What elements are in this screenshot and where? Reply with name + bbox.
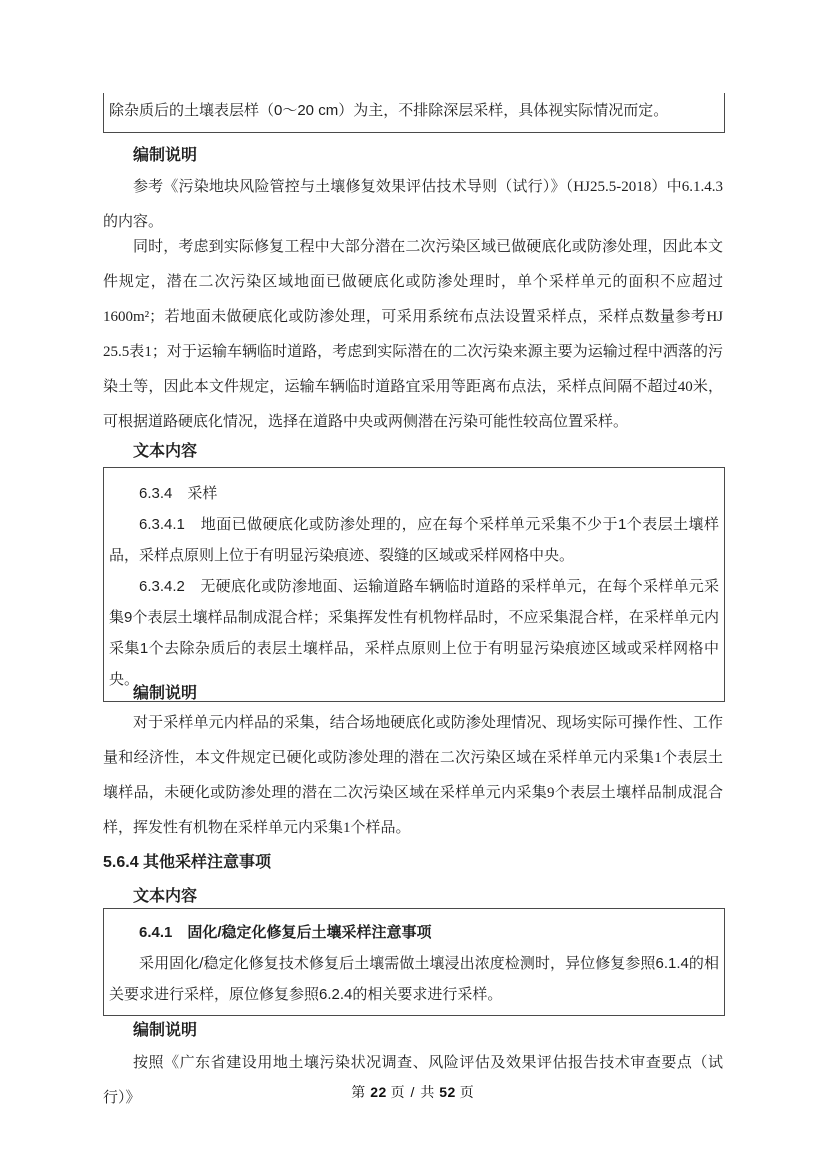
text-content-label: 文本内容 [133,443,198,460]
note-section-label: 编制说明 [133,685,198,702]
footer-separator: 页 / 共 [390,1084,436,1100]
note-section-label: 编制说明 [133,1022,198,1039]
quoted-clause: 采用固化/稳定化修复技术修复后土壤需做土壤浸出浓度检测时，异位修复参照6.1.4的相关要求进行采样，原位修复参照6.2.4的相关要求进行采样。 [109,955,719,1003]
text-content-label: 文本内容 [133,888,198,905]
footer-current-page: 22 [370,1084,387,1100]
section-heading: 5.6.4 其他采样注意事项 [103,854,272,871]
footer-total-pages: 52 [439,1084,456,1100]
quoted-clause: 6.3.4.1 地面已做硬底化或防渗处理的，应在每个采样单元采集不少于1个表层土壤样品，采样点原则上位于有明显污染痕迹、裂缝的区域或采样网格中央。 [109,516,719,564]
quoted-clause: 6.3.4.2 无硬底化或防渗地面、运输道路车辆临时道路的采样单元，在每个采样单元采集9个表层土壤样品制成混合样；采集挥发性有机物样品时，不应采集混合样，在采样单元内采集1个去除杂质后的表层土壤样品，采样点原则上位于有明显污染痕迹区域或采样网格中央。 [109,578,719,688]
note-section-label: 编制说明 [133,147,198,164]
quoted-text-box [103,908,725,1016]
quoted-text-box-continuation [103,93,725,133]
note-paragraph: 对于采样单元内样品的采集，结合场地硬底化或防渗处理情况、现场实际可操作性、工作量和经济性，本文件规定已硬化或防渗处理的潜在二次污染区域在采样单元内采集1个表层土壤样品，未硬化或防渗处理的潜在二次污染区域在采样单元内采集9个表层土壤样品制成混合样，挥发性有机物在采样单元内采集1个样品。 [103,715,723,836]
note-paragraph: 同时，考虑到实际修复工程中大部分潜在二次污染区域已做硬底化或防渗处理，因此本文件规定，潜在二次污染区域地面已做硬底化或防渗处理时，单个采样单元的面积不应超过1600m²；若地面未做硬底化或防渗处理，可采用系统布点法设置采样点，采样点数量参考HJ 25.5表1；对于运输车辆临时道路，考虑到实际潜在的二次污染来源主要为运输过程中洒落的污染土等，因此本文件规定，运输车辆临时道路宜采用等距离布点法，采样点间隔不超过40米，可根据道路硬底化情况，选择在道路中央或两侧潜在污染可能性较高位置采样。 [103,239,723,430]
quoted-text-box [103,467,725,702]
footer-prefix: 第 [351,1084,367,1100]
quoted-clause-heading: 6.3.4 采样 [139,485,218,502]
note-paragraph: 按照《广东省建设用地土壤污染状况调查、风险评估及效果评估报告技术审查要点（试行）》 [103,1055,723,1106]
note-paragraph: 参考《污染地块风险管控与土壤修复效果评估技术导则（试行）》（HJ25.5-2018）中6.1.4.3的内容。 [103,179,723,230]
footer-suffix: 页 [459,1084,475,1100]
quoted-clause-heading: 6.4.1 固化/稳定化修复后土壤采样注意事项 [139,924,432,941]
quoted-paragraph: 除杂质后的土壤表层样（0～20 cm）为主，不排除深层采样，具体视实际情况而定。 [109,102,669,119]
page-footer [0,1083,826,1101]
